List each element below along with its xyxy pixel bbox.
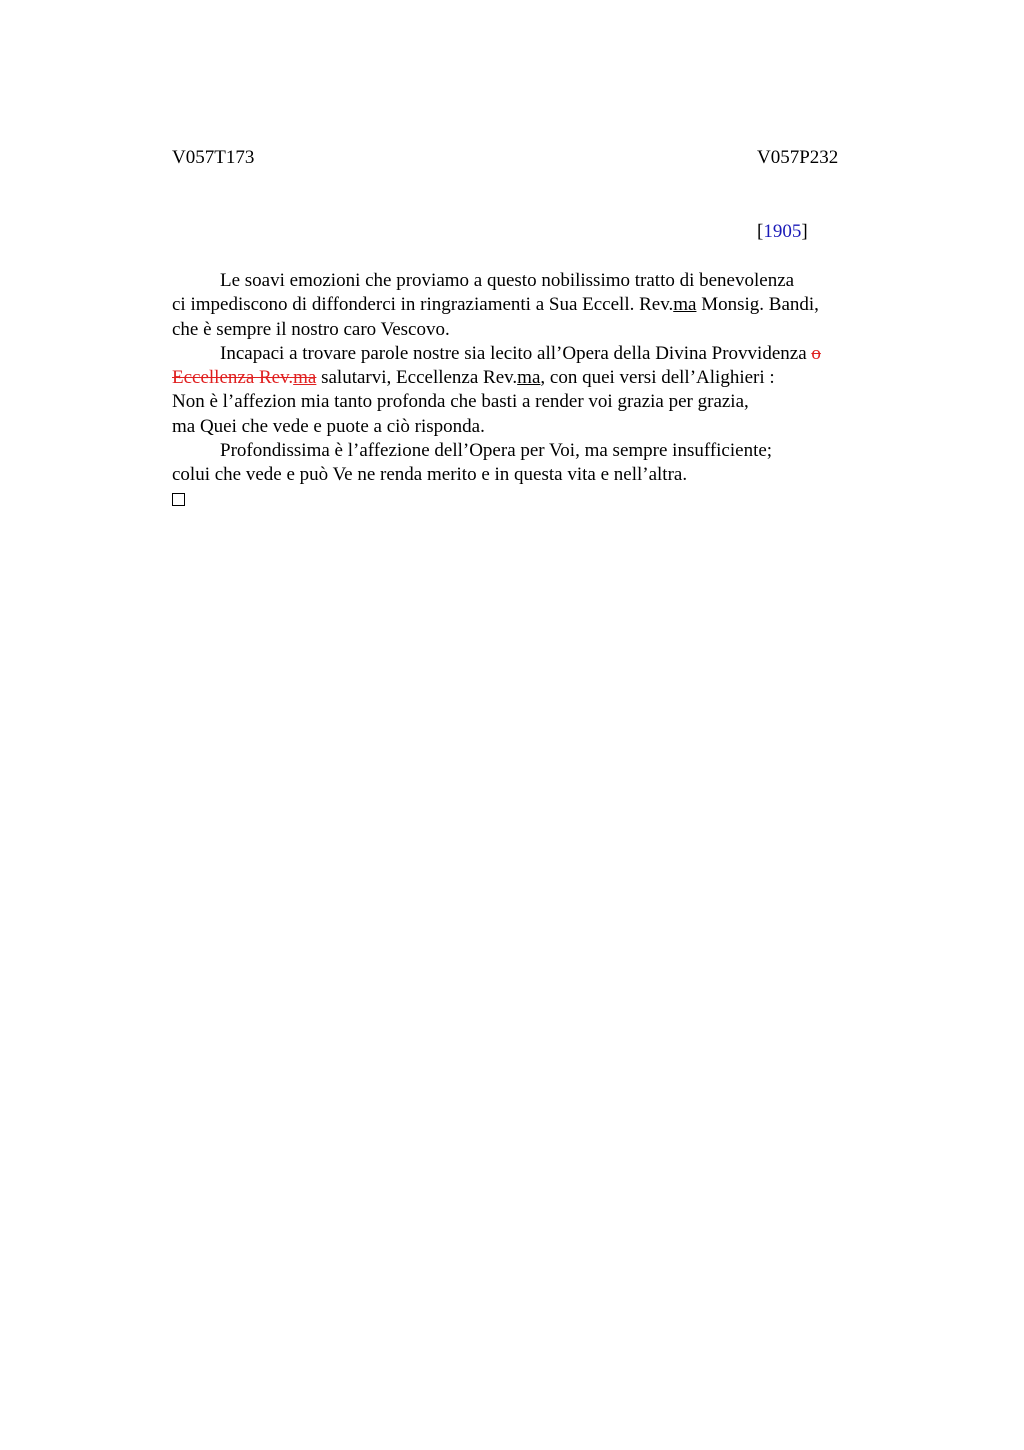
paragraph-3-line-2: colui che vede e può Ve ne renda merito e in questa vita e nell’altra. [172, 464, 688, 486]
paragraph-2-line-1 [172, 342, 884, 366]
abbreviation-ma: ma [517, 367, 541, 389]
deleted-abbreviation-ma: ma [293, 367, 317, 389]
end-marker [172, 488, 884, 513]
deleted-text-run: Eccellenza Rev. [172, 367, 294, 389]
letter-body [172, 269, 884, 513]
text-run: Incapaci a trovare parole nostre sia lecito all’Opera della Divina Provvidenza [220, 342, 812, 364]
end-square-icon [172, 493, 185, 506]
document-code-left: V057T173 [172, 147, 255, 168]
date-open-bracket: [ [757, 221, 764, 242]
abbreviation-ma: ma [673, 294, 697, 316]
text-run: ci impediscono di diffonderci in ringraziamenti a Sua Eccell. Rev. [172, 294, 674, 316]
text-run: salutarvi, Eccellenza Rev. [316, 367, 518, 389]
deleted-text [172, 367, 316, 388]
text-run: , con quei versi dell’Alighieri : [540, 367, 775, 389]
paragraph-1-line-1: Le soavi emozioni che proviamo a questo nobilissimo tratto di benevolenza [220, 270, 795, 291]
paragraph-3-line-1: Profondissima è l’affezione dell’Opera per Voi, ma sempre insufficiente; [220, 440, 773, 462]
date-close-bracket: ] [801, 221, 808, 242]
deleted-text: o [811, 342, 821, 364]
paragraph-2-line-2 [172, 366, 884, 390]
document-code-right: V057P232 [757, 147, 839, 168]
verse-line-1: Non è l’affezion mia tanto profonda che basti a render voi grazia per grazia, [172, 391, 749, 413]
paragraph-1-line-3: che è sempre il nostro caro Vescovo. [172, 318, 450, 340]
document-date [757, 220, 808, 244]
verse-line-2: ma Quei che vede e puote a ciò risponda. [172, 415, 485, 437]
paragraph-1-line-2 [172, 293, 884, 317]
date-year: 1905 [763, 221, 802, 242]
text-run: Monsig. Bandi, [696, 294, 819, 316]
